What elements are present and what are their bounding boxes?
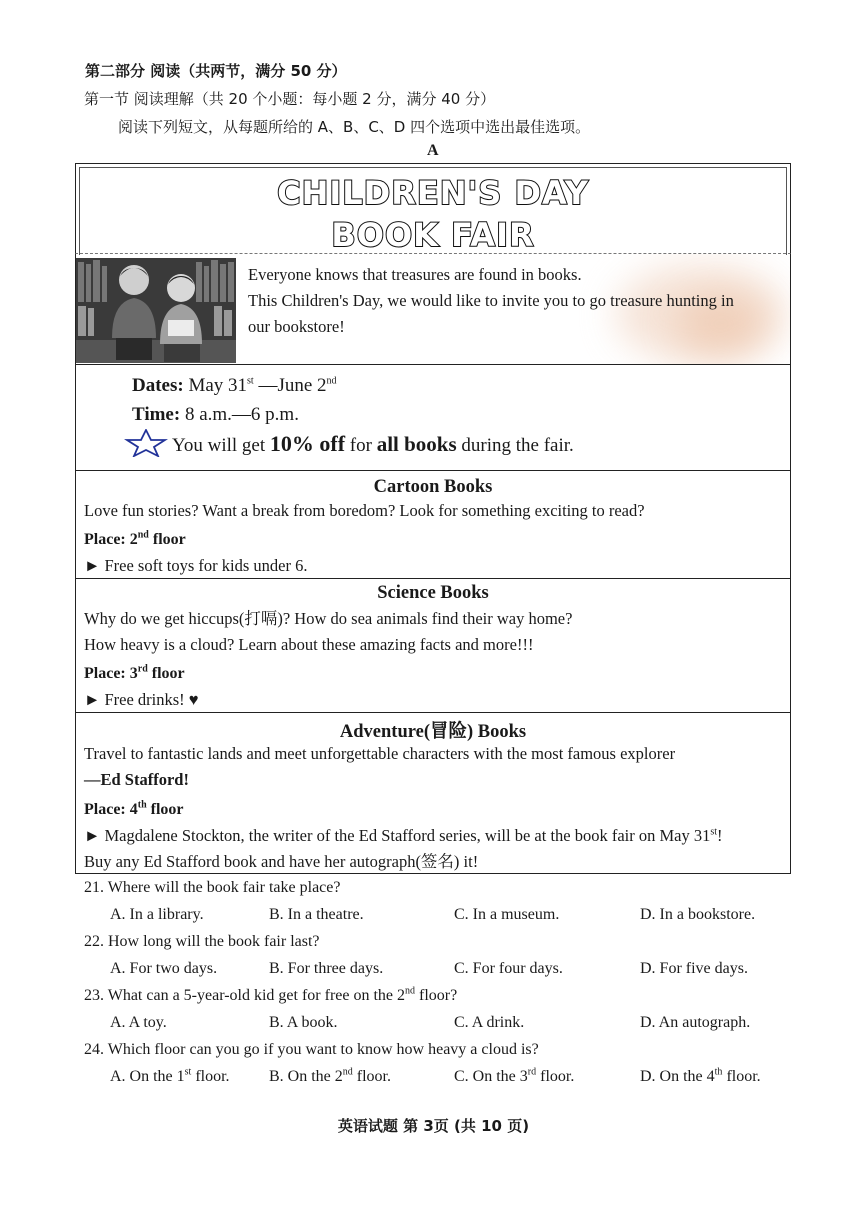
place-label: Place: 4 — [84, 801, 138, 818]
science-books-box — [75, 578, 791, 713]
intro-line-1: Everyone knows that treasures are found in books. — [248, 265, 582, 284]
opt-text: A. On the 1 — [110, 1068, 185, 1085]
q21-option-a[interactable]: A. In a library. — [110, 906, 204, 923]
opt-end: floor. — [722, 1068, 761, 1085]
question-23 — [84, 987, 457, 1005]
star-icon — [124, 429, 168, 463]
intro-line-3: our bookstore! — [248, 317, 345, 336]
cartoon-books-title: Cartoon Books — [373, 477, 493, 497]
fair-info-box — [75, 365, 791, 471]
adventure-books-note-1 — [84, 823, 723, 849]
dates-start: May 31 — [183, 375, 248, 396]
q24-option-d[interactable] — [640, 1068, 761, 1086]
cartoon-books-box — [75, 470, 791, 579]
q22-option-d[interactable]: D. For five days. — [640, 960, 748, 977]
adventure-books-box — [75, 712, 791, 874]
dates-line — [132, 375, 337, 397]
question-22: 22. How long will the book fair last? — [84, 933, 320, 950]
dates-start-sup: st — [247, 375, 254, 387]
opt-sup: th — [714, 1066, 723, 1078]
science-books-note: ► Free drinks! ♥ — [84, 690, 199, 709]
q21-option-b[interactable]: B. In a theatre. — [269, 906, 364, 923]
q23-stem: 23. What can a 5-year-old kid get for free on the 2 — [84, 987, 406, 1004]
question-21: 21. Where will the book fair take place? — [84, 879, 341, 896]
instruction: 阅读下列短文，从每题所给的 A、B、C、D 四个选项中选出最佳选项。 — [118, 118, 591, 136]
opt-text: D. On the 4 — [640, 1068, 715, 1085]
intro-line-2: This Children's Day, we would like to invite you to go treasure hunting in — [248, 291, 734, 310]
dates-end: —June 2 — [253, 375, 327, 396]
q22-option-a[interactable]: A. For two days. — [110, 960, 218, 977]
place-sup: nd — [137, 529, 149, 541]
science-books-title: Science Books — [377, 583, 489, 603]
place-suffix: floor — [147, 665, 185, 682]
discount-all-books: all books — [376, 432, 457, 456]
passage-letter: A — [427, 142, 439, 159]
q23-stem-end: floor? — [415, 987, 458, 1004]
q24-option-c[interactable] — [454, 1068, 574, 1086]
dates-end-sup: nd — [326, 375, 337, 387]
poster-title-line2: BOOK FAIR — [331, 216, 535, 254]
poster-title-line1: CHILDREN'S DAY — [277, 174, 589, 212]
note-sup: st — [710, 826, 718, 838]
dates-label: Dates: — [132, 375, 184, 396]
discount-percent: 10% off — [269, 431, 346, 456]
place-suffix: floor — [148, 531, 186, 548]
adventure-books-desc-1: Travel to fantastic lands and meet unforgettable characters with the most famous explorer — [84, 744, 676, 763]
question-24: 24. Which floor can you go if you want to know how heavy a cloud is? — [84, 1041, 539, 1058]
opt-sup: nd — [342, 1066, 353, 1078]
q21-option-d[interactable]: D. In a bookstore. — [640, 906, 756, 923]
opt-text: B. On the 2 — [269, 1068, 343, 1085]
children-reading-photo — [76, 258, 236, 363]
opt-end: floor. — [536, 1068, 575, 1085]
q24-option-a[interactable] — [110, 1068, 230, 1086]
opt-sup: st — [184, 1066, 192, 1078]
adventure-books-note-2: Buy any Ed Stafford book and have her autograph(签名) it! — [84, 852, 479, 871]
place-suffix: floor — [146, 801, 184, 818]
q23-option-a[interactable]: A. A toy. — [110, 1014, 167, 1031]
note-text: ► Magdalene Stockton, the writer of the Ed Stafford series, will be at the book fair on May 31 — [84, 826, 711, 845]
time-line — [132, 404, 299, 426]
q21-option-c[interactable]: C. In a museum. — [454, 906, 560, 923]
discount-text-c: for — [345, 435, 377, 456]
cartoon-books-place — [84, 531, 186, 549]
section-title: 第一节 阅读理解（共 20 个小题：每小题 2 分，满分 40 分） — [84, 90, 496, 108]
place-sup: rd — [137, 663, 148, 675]
q22-option-b[interactable]: B. For three days. — [269, 960, 384, 977]
science-books-place — [84, 665, 185, 683]
time-label: Time: — [132, 404, 181, 425]
discount-line — [124, 429, 574, 463]
cartoon-books-desc: Love fun stories? Want a break from boredom? Look for something exciting to read? — [84, 501, 645, 520]
q23-option-c[interactable]: C. A drink. — [454, 1014, 525, 1031]
discount-text-e: during the fair. — [456, 435, 574, 456]
discount-text-a: You will get — [168, 435, 270, 456]
page-footer: 英语试题 第 3页 (共 10 页) — [337, 1117, 530, 1135]
opt-end: floor. — [352, 1068, 391, 1085]
science-books-desc-1: Why do we get hiccups(打嗝)? How do sea animals find their way home? — [84, 609, 573, 628]
time-value: 8 a.m.—6 p.m. — [180, 404, 299, 425]
q23-option-d[interactable]: D. An autograph. — [640, 1014, 751, 1031]
science-books-desc-2: How heavy is a cloud? Learn about these amazing facts and more!!! — [84, 635, 534, 654]
adventure-books-desc-2: —Ed Stafford! — [84, 770, 189, 789]
opt-text: C. On the 3 — [454, 1068, 528, 1085]
q24-option-b[interactable] — [269, 1068, 391, 1086]
q23-option-b[interactable]: B. A book. — [269, 1014, 338, 1031]
place-label: Place: 3 — [84, 665, 138, 682]
q23-sup: nd — [405, 985, 416, 997]
note-end: ! — [717, 826, 723, 845]
part-title: 第二部分 阅读（共两节，满分 50 分） — [85, 62, 347, 80]
q22-option-c[interactable]: C. For four days. — [454, 960, 563, 977]
cartoon-books-note: ► Free soft toys for kids under 6. — [84, 556, 308, 575]
adventure-books-title: Adventure(冒险) Books — [339, 722, 527, 742]
poster-intro-box — [75, 253, 791, 365]
opt-end: floor. — [191, 1068, 230, 1085]
adventure-books-place — [84, 801, 184, 819]
place-label: Place: 2 — [84, 531, 138, 548]
opt-sup: rd — [527, 1066, 537, 1078]
poster-title-box — [75, 163, 791, 255]
place-sup: th — [137, 799, 147, 811]
